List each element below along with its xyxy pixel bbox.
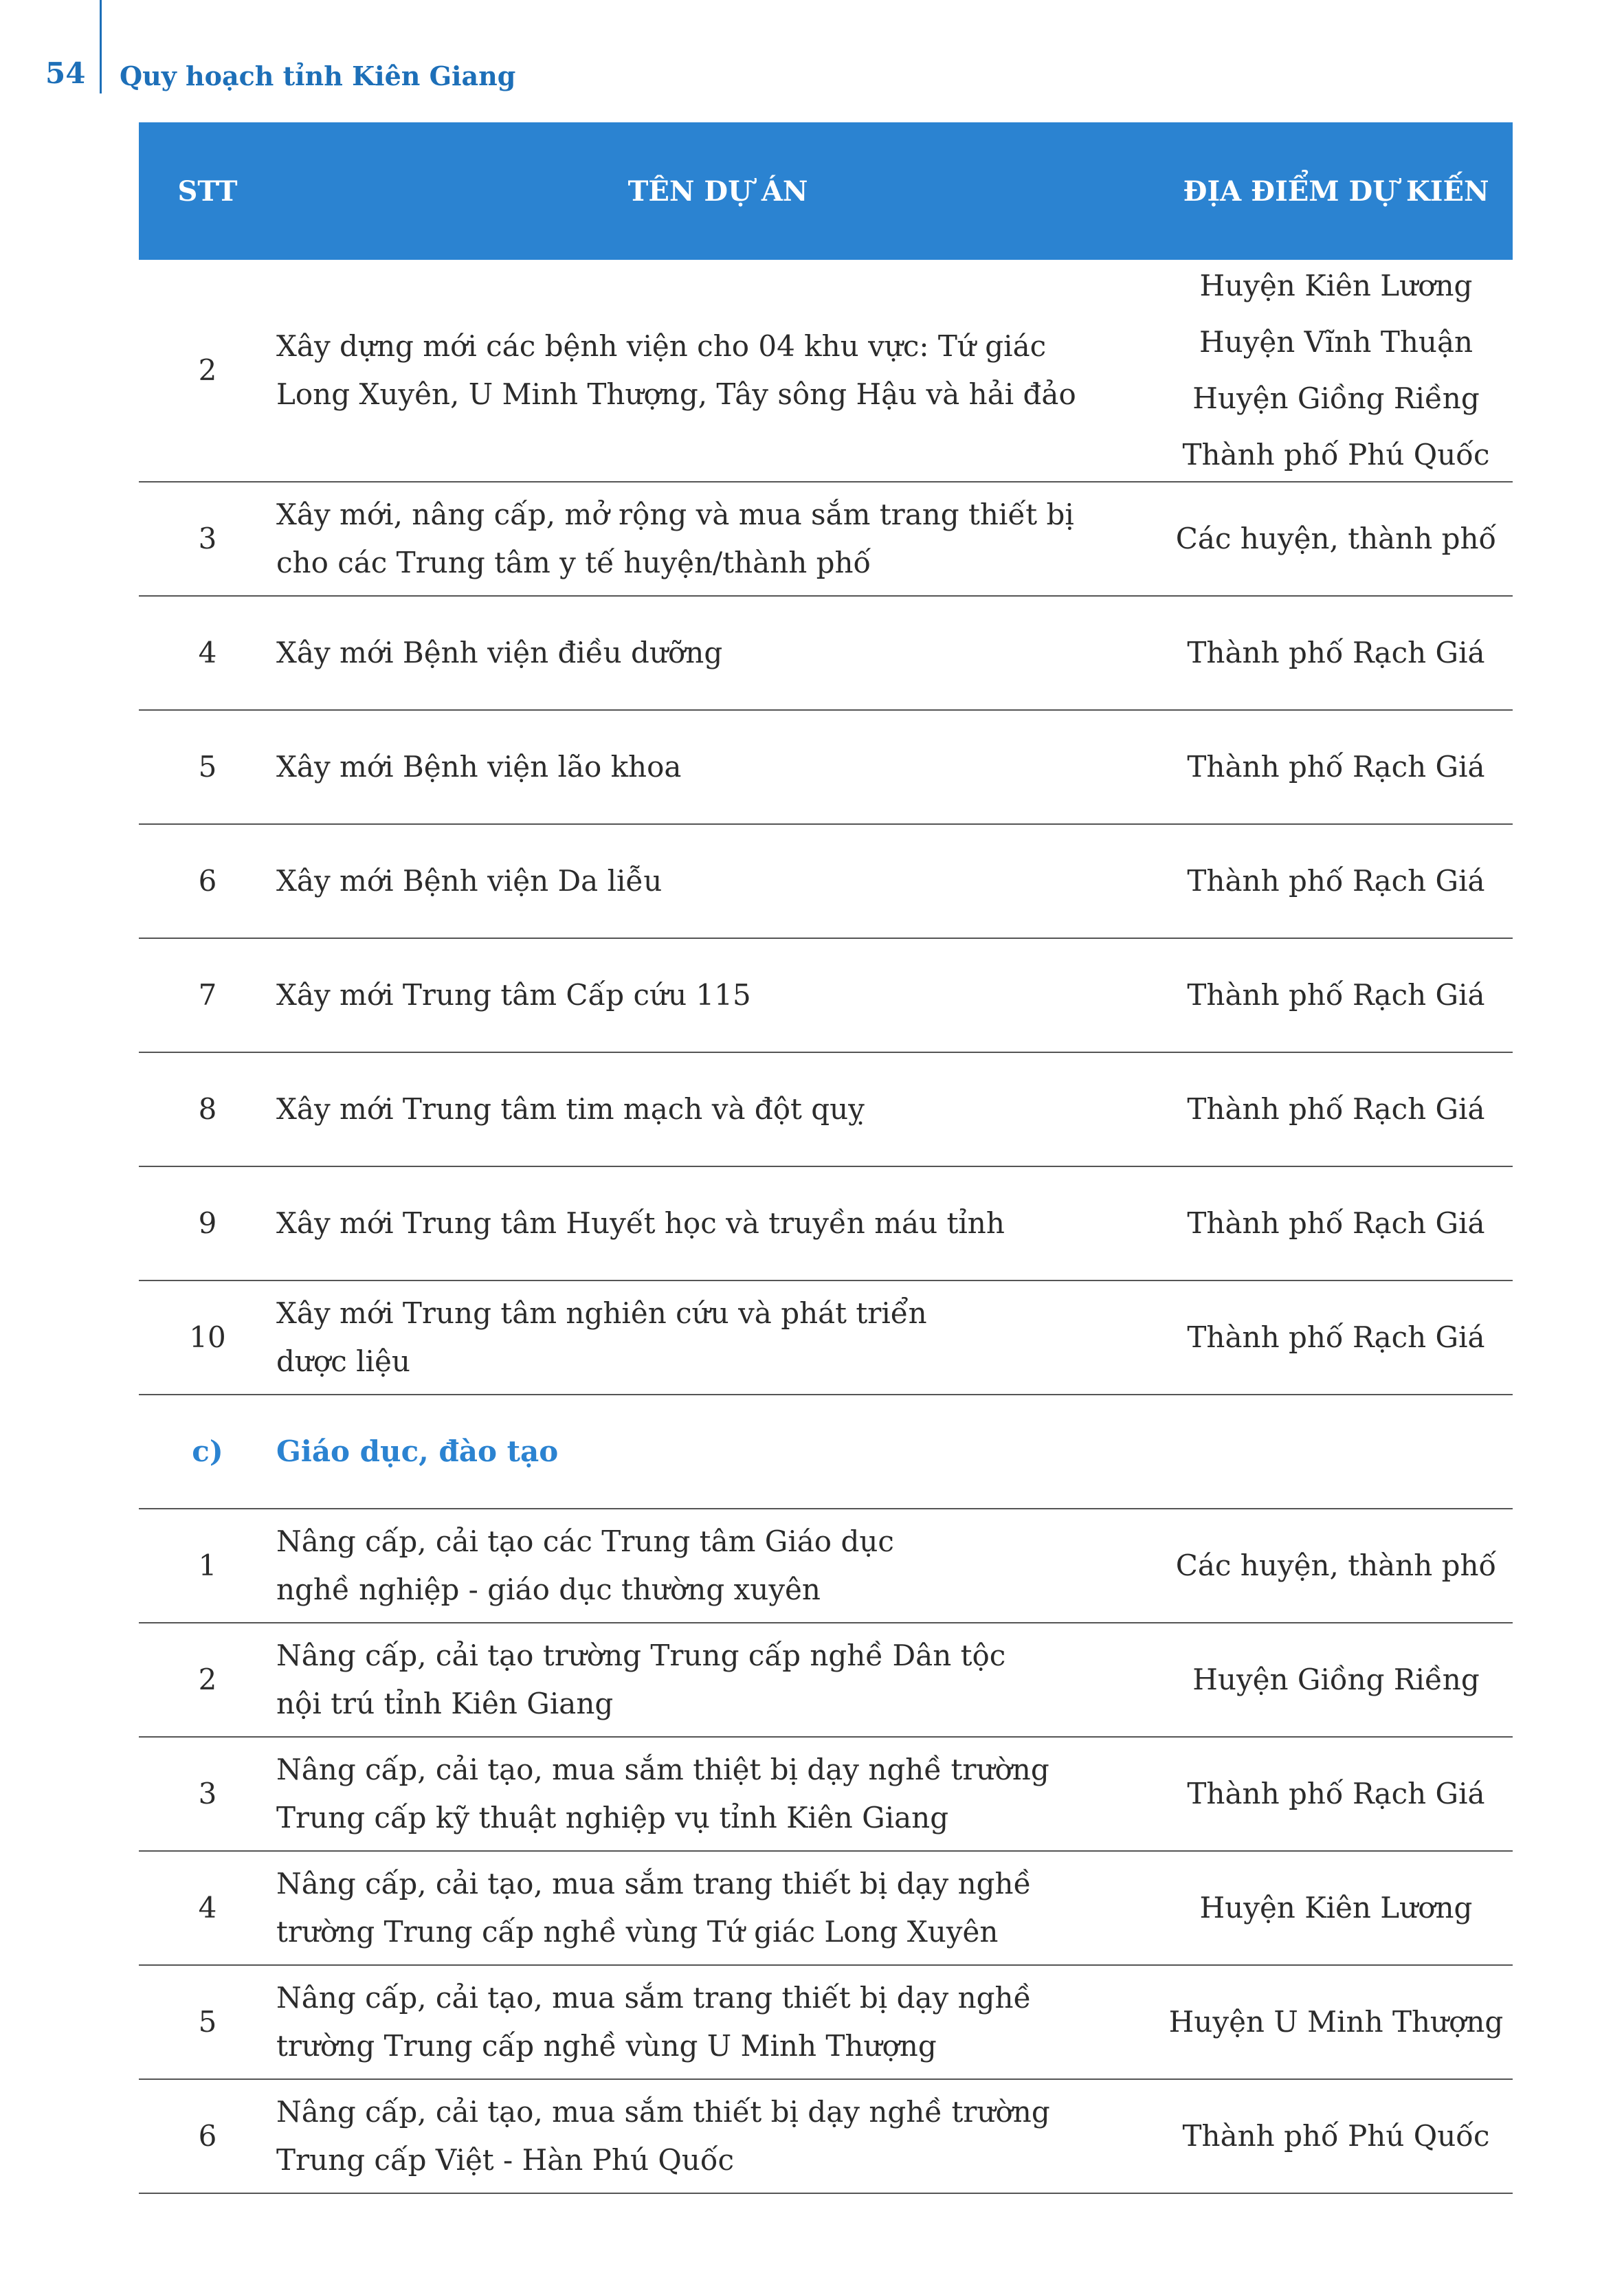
table-row — [139, 1623, 1513, 1738]
document-title: Quy hoạch tỉnh Kiên Giang — [120, 60, 516, 91]
row-project-name: Nâng cấp, cải tạo các Trung tâm Giáo dục nghề nghiệp - giáo dục thường xuyên — [276, 1524, 894, 1606]
table-row — [139, 260, 1513, 483]
row-project-name: Xây mới Trung tâm nghiên cứu và phát triển dược liệu — [276, 1296, 927, 1378]
table-row — [139, 483, 1513, 597]
row-location: Huyện U Minh Thượng — [1168, 2005, 1504, 2039]
projects-table — [139, 122, 1513, 2194]
row-stt: 7 — [198, 978, 217, 1012]
row-stt: 4 — [198, 636, 217, 669]
row-stt: 10 — [189, 1320, 226, 1354]
row-project-name: Xây mới Bệnh viện lão khoa — [276, 750, 682, 784]
row-project-name: Nâng cấp, cải tạo, mua sắm trang thiết bị dạy nghề trường Trung cấp nghề vùng U Minh Thượng — [276, 1981, 1032, 2063]
section-row-education — [139, 1395, 1513, 1509]
table-row — [139, 1738, 1513, 1852]
table-row — [139, 597, 1513, 711]
row-location: Các huyện, thành phố — [1175, 522, 1497, 555]
row-stt: 6 — [198, 2119, 217, 2153]
row-project-name: Xây mới Trung tâm tim mạch và đột quỵ — [276, 1092, 865, 1126]
table-row — [139, 1281, 1513, 1395]
row-location: Thành phố Rạch Giá — [1187, 978, 1485, 1012]
row-project-name: Xây mới Trung tâm Cấp cứu 115 — [276, 978, 751, 1012]
table-row — [139, 939, 1513, 1053]
row-location: Thành phố Rạch Giá — [1187, 636, 1485, 669]
row-stt: 1 — [198, 1549, 217, 1582]
row-location: Huyện Kiên Lương — [1199, 1891, 1473, 1925]
row-stt: 5 — [198, 750, 217, 784]
row-project-name: Nâng cấp, cải tạo trường Trung cấp nghề Dân tộc nội trú tỉnh Kiên Giang — [276, 1639, 1006, 1720]
table-row — [139, 1053, 1513, 1167]
row-project-name: Xây mới, nâng cấp, mở rộng và mua sắm trang thiết bị cho các Trung tâm y tế huyện/thành phố — [276, 498, 1074, 579]
row-location: Các huyện, thành phố — [1175, 1549, 1497, 1582]
row-location: Huyện Giồng Riềng — [1192, 1663, 1480, 1696]
row-stt: 5 — [198, 2005, 217, 2039]
table-row — [139, 1167, 1513, 1281]
row-stt: 3 — [198, 522, 217, 555]
table-row — [139, 711, 1513, 825]
row-location: Huyện Kiên Lương Huyện Vĩnh Thuận Huyện Giồng Riềng Thành phố Phú Quốc — [1182, 269, 1490, 472]
table-row — [139, 825, 1513, 939]
row-location: Thành phố Rạch Giá — [1187, 1777, 1485, 1810]
header-divider — [100, 0, 102, 93]
section-title: Giáo dục, đào tạo — [276, 1434, 559, 1468]
row-stt: 9 — [198, 1206, 217, 1240]
column-header-project-name: TÊN DỰ ÁN — [627, 175, 808, 208]
row-stt: 6 — [198, 864, 217, 898]
row-location: Thành phố Rạch Giá — [1187, 864, 1485, 898]
table-row — [139, 1966, 1513, 2080]
row-location: Thành phố Rạch Giá — [1187, 1206, 1485, 1240]
page-header — [0, 0, 1624, 103]
row-project-name: Nâng cấp, cải tạo, mua sắm thiết bị dạy nghề trường Trung cấp Việt - Hàn Phú Quốc — [276, 2095, 1050, 2177]
row-stt: 4 — [198, 1891, 217, 1925]
row-location: Thành phố Rạch Giá — [1187, 1092, 1485, 1126]
row-location: Thành phố Rạch Giá — [1187, 1320, 1485, 1354]
table-row — [139, 1852, 1513, 1966]
row-stt: 3 — [198, 1777, 217, 1810]
row-project-name: Xây mới Bệnh viện Da liễu — [276, 864, 663, 898]
table-header — [139, 122, 1513, 260]
row-location: Thành phố Rạch Giá — [1187, 750, 1485, 784]
row-project-name: Xây mới Trung tâm Huyết học và truyền máu tỉnh — [276, 1206, 1005, 1240]
row-stt: 2 — [198, 353, 217, 387]
row-project-name: Xây mới Bệnh viện điều dưỡng — [276, 636, 723, 669]
section-label: c) — [192, 1434, 223, 1468]
row-project-name: Xây dựng mới các bệnh viện cho 04 khu vực: Tứ giác Long Xuyên, U Minh Thượng, Tây sông Hậu và hải đảo — [276, 329, 1076, 411]
table-row — [139, 1509, 1513, 1623]
row-location: Thành phố Phú Quốc — [1182, 2119, 1490, 2153]
row-project-name: Nâng cấp, cải tạo, mua sắm thiệt bị dạy nghề trường Trung cấp kỹ thuật nghiệp vụ tỉnh Kiên Giang — [276, 1753, 1049, 1834]
page-number: 54 — [45, 56, 86, 90]
row-stt: 2 — [198, 1663, 217, 1696]
table-row — [139, 2080, 1513, 2194]
column-header-location: ĐỊA ĐIỂM DỰ KIẾN — [1183, 175, 1489, 208]
row-project-name: Nâng cấp, cải tạo, mua sắm trang thiết bị dạy nghề trường Trung cấp nghề vùng Tứ giác Long Xuyên — [276, 1867, 1032, 1949]
row-stt: 8 — [198, 1092, 217, 1126]
column-header-stt: STT — [177, 175, 238, 208]
